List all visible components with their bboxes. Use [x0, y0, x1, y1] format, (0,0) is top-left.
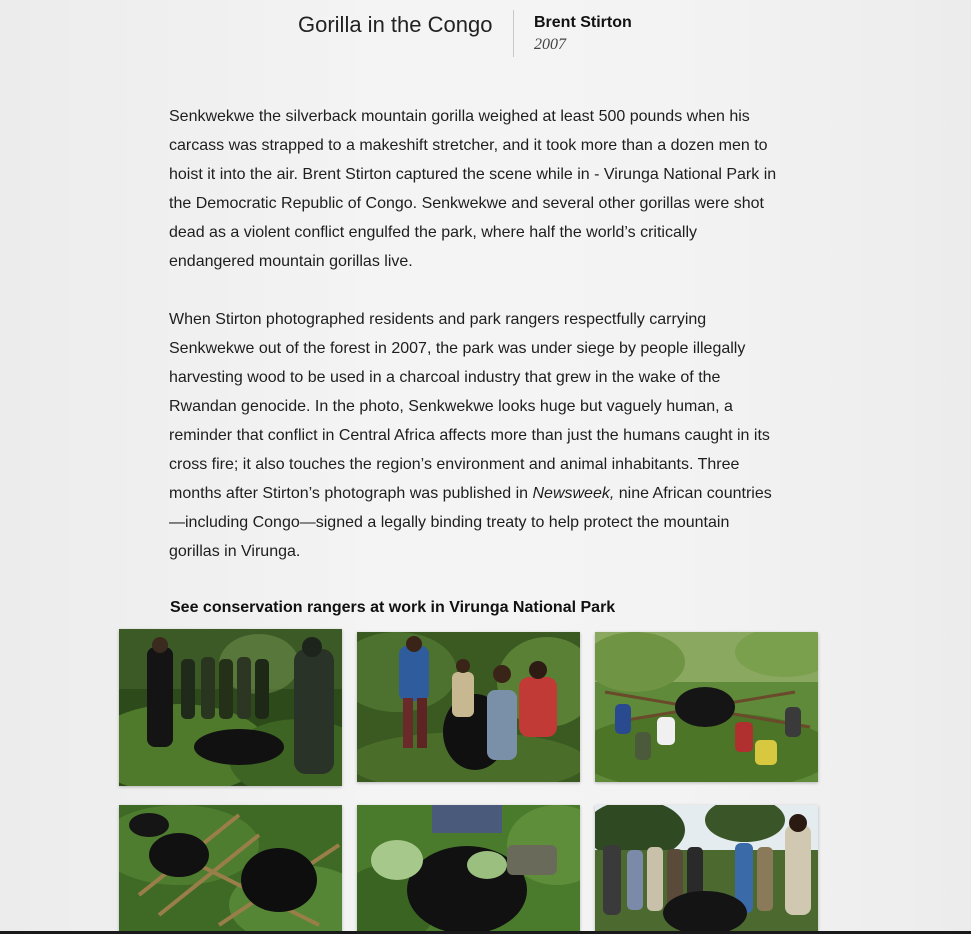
header-divider	[513, 10, 514, 57]
page-title: Gorilla in the Congo	[298, 12, 493, 37]
article-paragraph-1: Senkwekwe the silverback mountain gorilla weighed at least 500 pounds when his carcass was strapped to a makeshift stretcher, and it took more than a dozen men to hoist it into the air. Brent Stirton captured the scene while in - Virunga National Park in the Democratic Republic of Congo. Senkwekwe and several other gorillas were shot dead as a violent conflict engulfed the park, where half the world’s critically endangered mountain gorillas live.	[169, 108, 777, 270]
photo-year: 2007	[534, 36, 566, 53]
gallery-heading: See conservation rangers at work in Virunga National Park	[170, 599, 616, 616]
gallery-thumbnail-5[interactable]	[357, 805, 580, 934]
gallery-thumbnail-2[interactable]	[357, 632, 580, 782]
rangers-carrying-gorilla-photo	[595, 632, 818, 782]
article-paragraph-2	[169, 305, 779, 566]
gorillas-on-stretchers-photo	[119, 805, 342, 934]
villagers-with-gorilla-photo	[595, 805, 818, 934]
gorilla-with-leaves-photo	[357, 805, 580, 934]
publication-name: Newsweek,	[532, 485, 615, 502]
gallery-thumbnail-6[interactable]	[595, 805, 818, 934]
photographer-name: Brent Stirton	[534, 14, 632, 31]
gallery-thumbnail-1[interactable]	[119, 629, 342, 786]
paragraph-2-text-start: When Stirton photographed residents and park rangers respectfully carrying Senkwekwe out of the forest in 2007, the park was under siege by people illegally harvesting wood to be used in a charcoal industry that grew in the wake of the Rwandan genocide. In the photo, Senkwekwe looks huge but vaguely human, a reminder that conflict in Central Africa affects more than just the humans caught in its cross fire; it also touches the region’s environment and animal inhabitants. Three months after Stirton’s photograph was published in	[169, 311, 770, 502]
men-lifting-gorilla-photo	[357, 632, 580, 782]
paragraph-2-text-end: nine African countries—including Congo—signed a legally binding treaty to help protect the mountain gorillas in Virunga.	[169, 485, 772, 560]
article-header	[0, 0, 971, 60]
rangers-standing-photo	[119, 629, 342, 786]
gallery-thumbnail-4[interactable]	[119, 805, 342, 934]
gallery-thumbnail-3[interactable]	[595, 632, 818, 782]
